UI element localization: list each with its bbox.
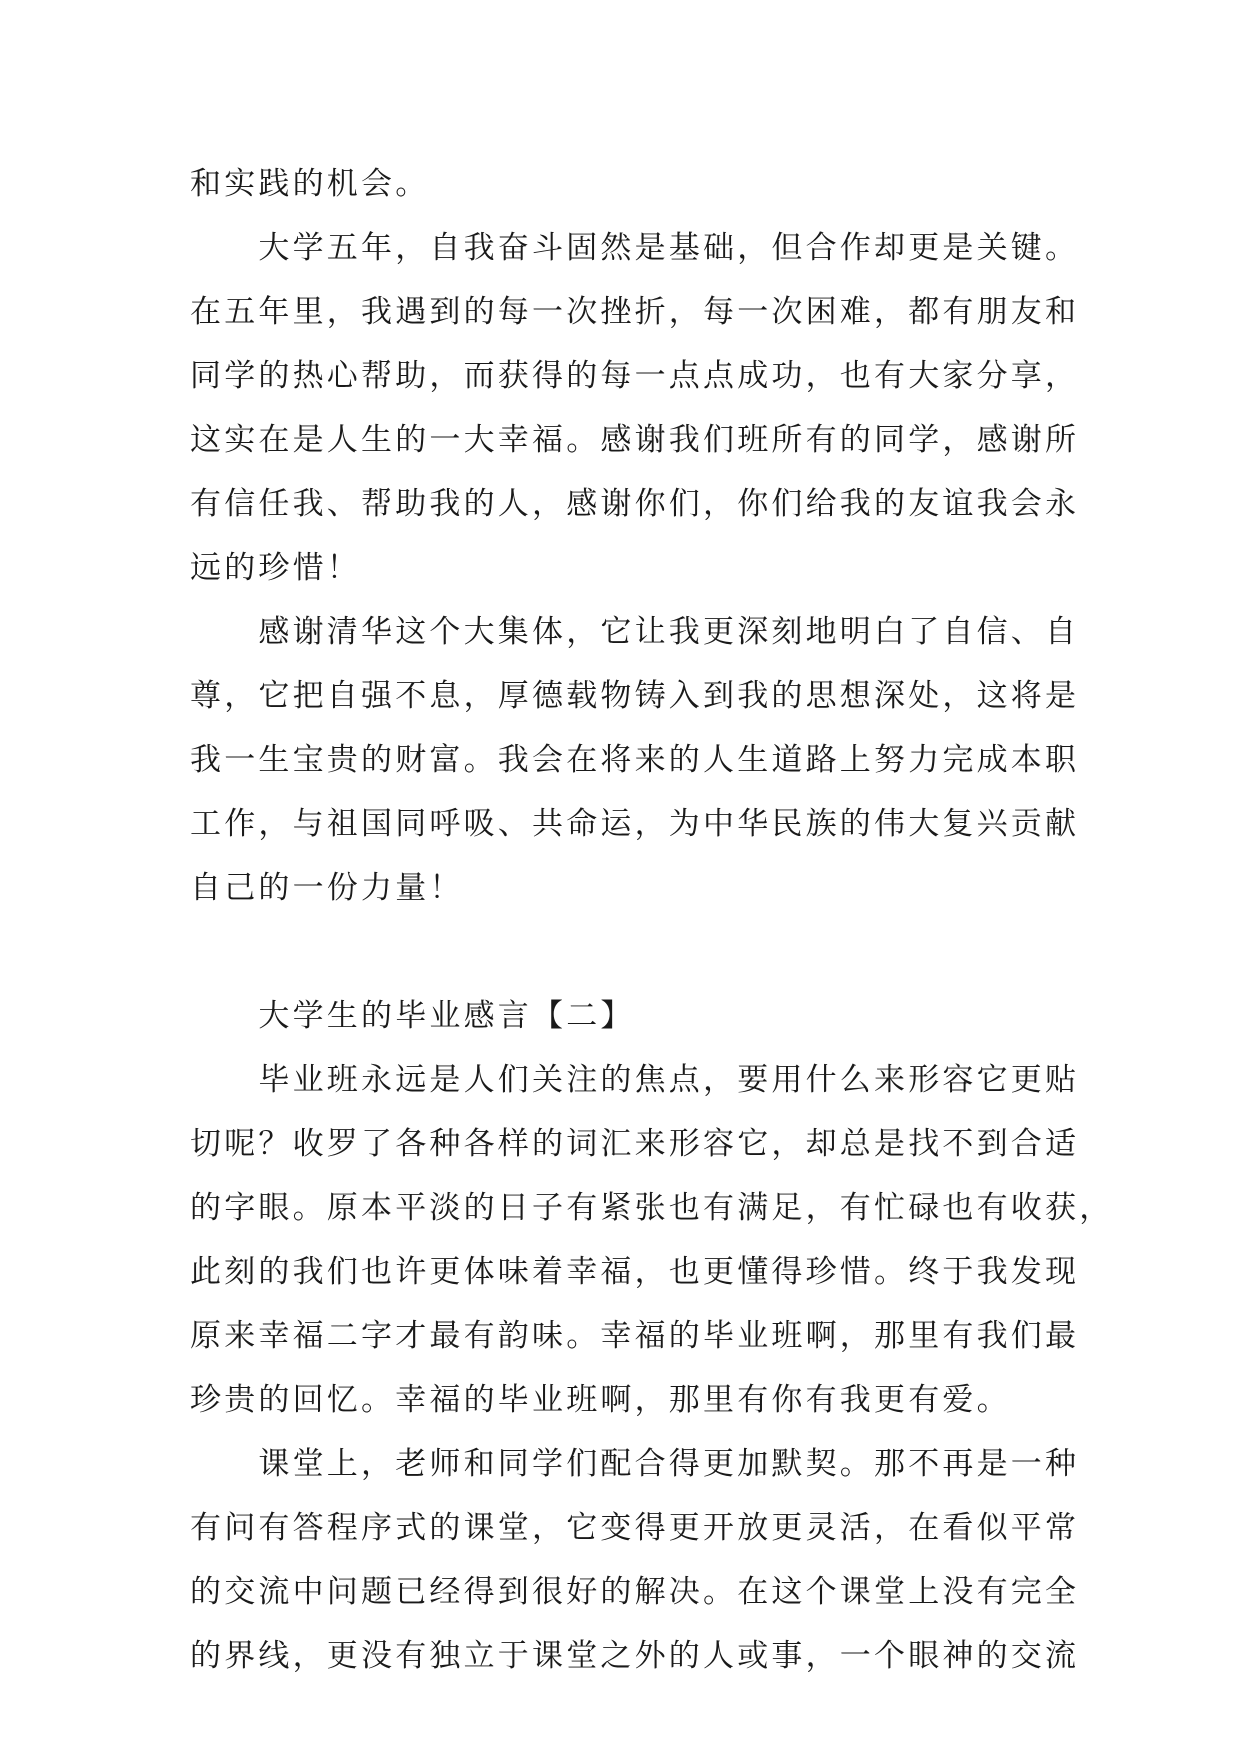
text-line: 在五年里，我遇到的每一次挫折，每一次困难，都有朋友和 [190,294,1080,330]
text-line: 的界线，更没有独立于课堂之外的人或事，一个眼神的交流 [190,1638,1080,1674]
document-body [190,152,1114,1688]
text-line: 原来幸福二字才最有韵味。幸福的毕业班啊，那里有我们最 [190,1318,1080,1354]
paragraph-start-line: 课堂上，老师和同学们配合得更加默契。那不再是一种 [190,1446,1080,1482]
text-line: 有问有答程序式的课堂，它变得更开放更灵活，在看似平常 [190,1510,1080,1546]
section-heading: 大学生的毕业感言【二】 [190,998,635,1034]
text-line: 切呢？收罗了各种各样的词汇来形容它，却总是找不到合适 [190,1126,1080,1162]
text-line: 远的珍惜！ [190,550,361,586]
blank-line [190,920,1070,984]
paragraph-start-line: 毕业班永远是人们关注的焦点，要用什么来形容它更贴 [190,1062,1080,1098]
text-line: 尊，它把自强不息，厚德载物铸入到我的思想深处，这将是 [190,678,1080,714]
text-line: 我一生宝贵的财富。我会在将来的人生道路上努力完成本职 [190,742,1080,778]
text-line: 珍贵的回忆。幸福的毕业班啊，那里有你有我更有爱。 [190,1382,1011,1418]
text-line: 的交流中问题已经得到很好的解决。在这个课堂上没有完全 [190,1574,1080,1610]
text-line: 有信任我、帮助我的人，感谢你们，你们给我的友谊我会永 [190,486,1080,522]
text-line: 工作，与祖国同呼吸、共命运，为中华民族的伟大复兴贡献 [190,806,1080,842]
text-line: 这实在是人生的一大幸福。感谢我们班所有的同学，感谢所 [190,422,1080,458]
text-line: 同学的热心帮助，而获得的每一点点成功，也有大家分享， [190,358,1080,394]
text-line: 自己的一份力量！ [190,870,464,906]
text-line: 和实践的机会。 [190,166,430,202]
text-line: 的字眼。原本平淡的日子有紧张也有满足，有忙碌也有收获， [190,1190,1114,1226]
paragraph-start-line: 感谢清华这个大集体，它让我更深刻地明白了自信、自 [190,614,1080,650]
paragraph-start-line: 大学五年，自我奋斗固然是基础，但合作却更是关键。 [190,230,1080,266]
text-line: 此刻的我们也许更体味着幸福，也更懂得珍惜。终于我发现 [190,1254,1080,1290]
